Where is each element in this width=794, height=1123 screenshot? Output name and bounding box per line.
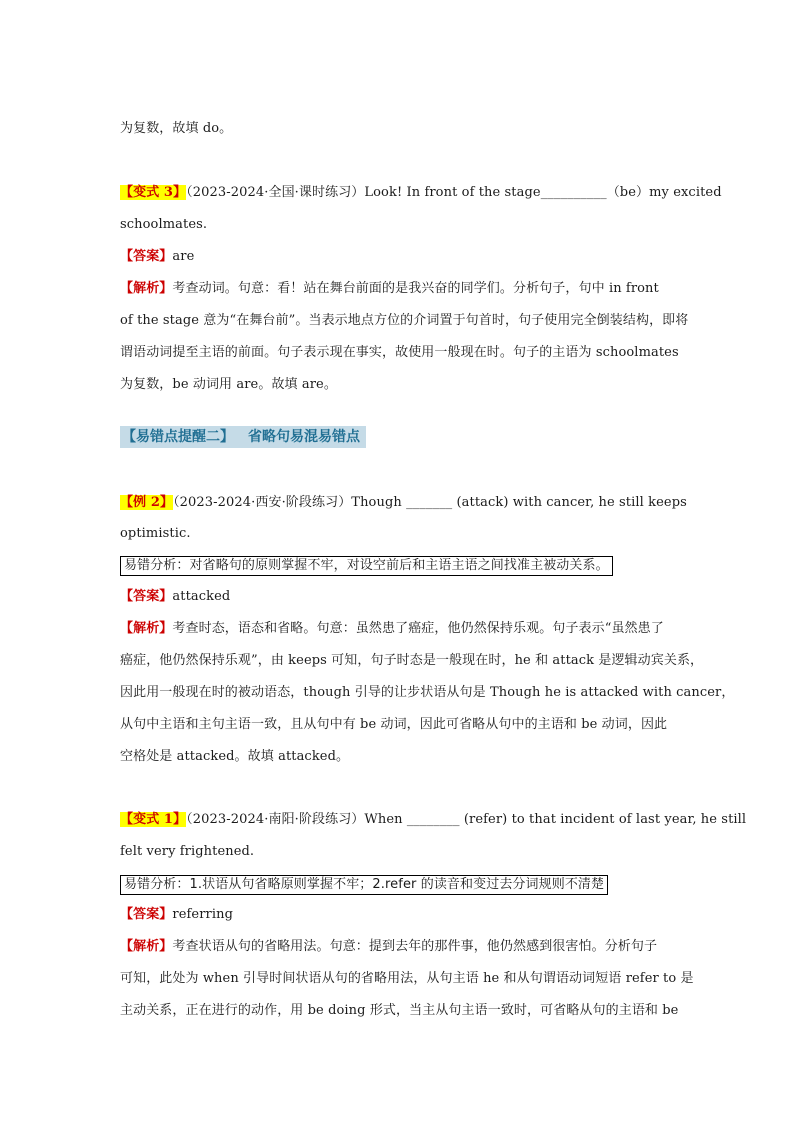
variant3-answer-tag: 【答案】 <box>120 249 173 264</box>
example2-question-text1: （2023-2024·西安·阶段练习）Though _______ (attack) with cancer, he still keeps <box>173 495 687 510</box>
example2-answer: attacked <box>172 589 231 604</box>
variant3-question-line1 <box>120 184 722 202</box>
variant3-question-text1: （2023-2024·全国·课时练习）Look! In front of the stage__________（be）my excited <box>186 185 722 200</box>
variant3-answer: are <box>172 249 195 264</box>
example2-analysis-line5: 空格处是 attacked。故填 attacked。 <box>120 749 350 764</box>
example2-analysis-text1: 考查时态，语态和省略。句意：虽然患了癌症，他仍然保持乐观。句子表示“虽然患了 <box>172 621 664 636</box>
section-heading-text: 省略句易混易错点 <box>248 429 360 445</box>
variant1-analysis-line2: 可知，此处为 when 引导时间状语从句的省略用法，从句主语 he 和从句谓语动词短语 refer to 是 <box>120 971 694 986</box>
variant1-answer: referring <box>172 907 233 922</box>
example2-analysis-line2: 癌症，他仍然保持乐观”，由 keeps 可知，句子时态是一般现在时，he 和 attack 是逻辑动宾关系， <box>120 653 704 668</box>
variant3-question-line2: schoolmates. <box>120 217 208 232</box>
variant1-question-line1 <box>120 811 747 829</box>
variant1-analysis-line3: 主动关系，正在进行的动作，用 be doing 形式，当主从句主语一致时，可省略从句的主语和 be <box>120 1003 679 1018</box>
section-heading-bracket: 【易错点提醒二】 <box>122 429 234 445</box>
variant1-analysis-text1: 考查状语从句的省略用法。句意：提到去年的那件事，他仍然感到很害怕。分析句子 <box>172 939 658 954</box>
example2-analysis-tag: 【解析】 <box>120 621 173 636</box>
example2-tag: 【例 2】 <box>120 495 174 510</box>
variant1-analysis-line1 <box>120 938 700 956</box>
example2-question-line1 <box>120 494 700 512</box>
variant3-analysis-text1: 考查动词。句意：看！站在舞台前面的是我兴奋的同学们。分析句子，句中 in front <box>172 281 659 296</box>
variant3-analysis-line4: 为复数，be 动词用 are。故填 are。 <box>120 377 337 392</box>
example2-error-line <box>120 556 700 576</box>
example2-question-line2: optimistic. <box>120 526 191 541</box>
example2-analysis-line1 <box>120 620 700 638</box>
variant1-answer-tag: 【答案】 <box>120 907 173 922</box>
variant3-tag: 【变式 3】 <box>120 185 187 200</box>
example2-answer-line <box>120 588 700 606</box>
section-heading <box>120 426 366 448</box>
variant3-answer-line <box>120 248 700 266</box>
variant1-error-note: 易错分析：1.状语从句省略原则掌握不牢；2.refer 的读音和变过去分词规则不清楚 <box>120 875 608 895</box>
variant1-tag: 【变式 1】 <box>120 812 187 827</box>
variant3-analysis-line3: 谓语动词提至主语的前面。句子表示现在事实，故使用一般现在时。句子的主语为 schoolmates <box>120 345 679 360</box>
example2-analysis-line3: 因此用一般现在时的被动语态，though 引导的让步状语从句是 Though he is attacked with cancer， <box>120 685 735 700</box>
variant1-question-line2: felt very frightened. <box>120 844 255 859</box>
variant1-error-line <box>120 875 700 895</box>
example2-error-note: 易错分析：对省略句的原则掌握不牢，对设空前后和主语主语之间找准主被动关系。 <box>120 556 613 576</box>
variant1-answer-line <box>120 906 700 924</box>
continuation-text: 为复数，故填 do。 <box>120 121 233 136</box>
variant1-analysis-tag: 【解析】 <box>120 939 173 954</box>
variant3-analysis-line2: of the stage 意为“在舞台前”。当表示地点方位的介词置于句首时，句子使用完全倒装结构，即将 <box>120 313 689 328</box>
example2-answer-tag: 【答案】 <box>120 589 173 604</box>
variant1-question-text1: （2023-2024·南阳·阶段练习）When ________ (refer) to that incident of last year, he still <box>186 812 747 827</box>
variant3-analysis-line1 <box>120 280 700 298</box>
example2-analysis-line4: 从句中主语和主句主语一致，且从句中有 be 动词，因此可省略从句中的主语和 be 动词，因此 <box>120 717 668 732</box>
variant3-analysis-tag: 【解析】 <box>120 281 173 296</box>
